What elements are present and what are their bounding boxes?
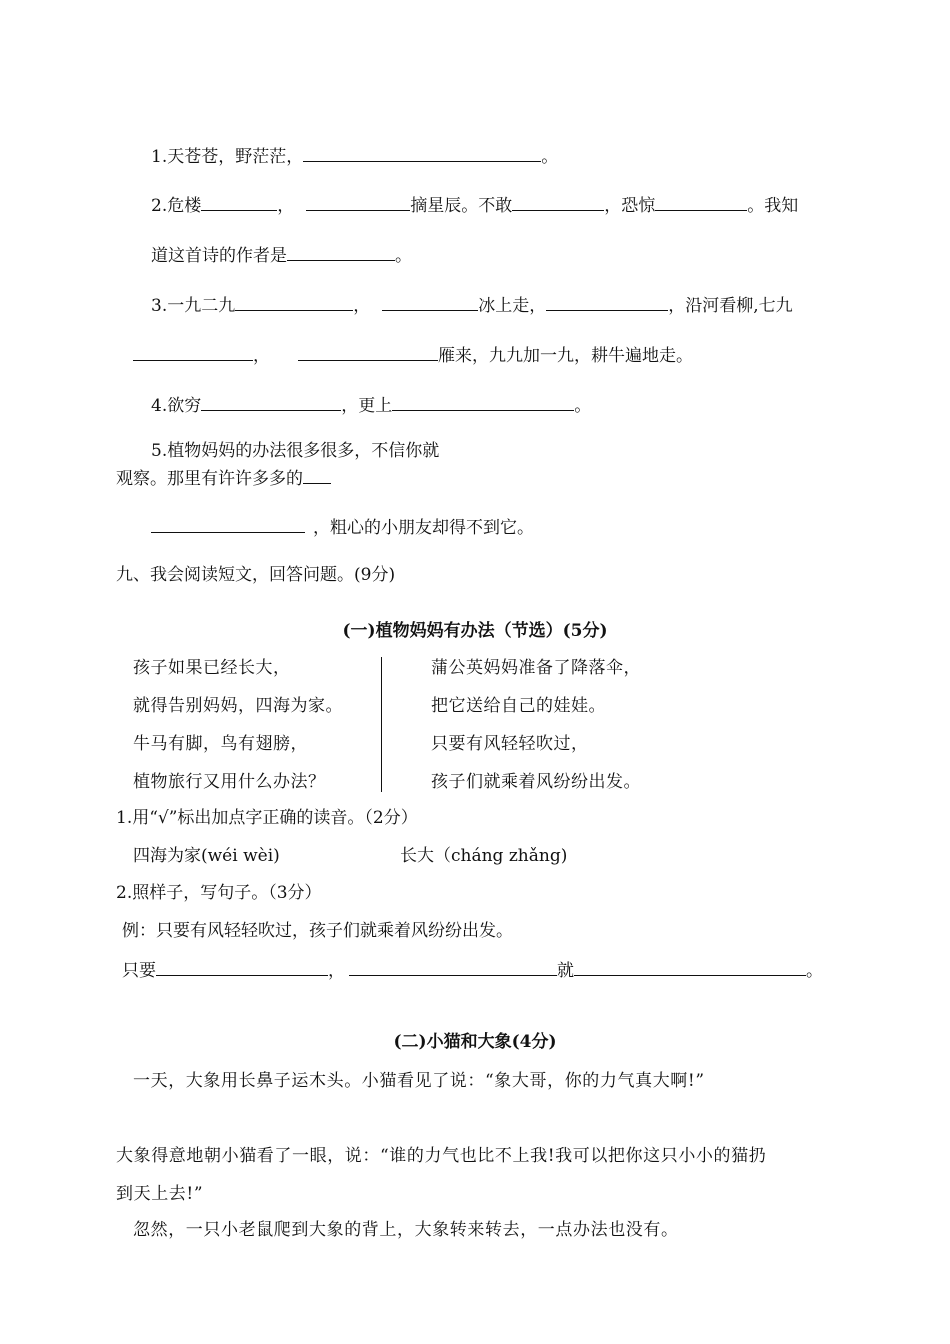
answer-blank[interactable] bbox=[512, 192, 604, 211]
answer-blank[interactable] bbox=[201, 192, 277, 211]
poem-line: 植物旅行又用什么办法？ bbox=[133, 772, 326, 792]
poem-line: 孩子们就乘着风纷纷出发。 bbox=[431, 772, 641, 792]
story-paragraph-2-cont: 到天上去!” bbox=[116, 1184, 204, 1204]
story-paragraph-1: 一天，大象用长鼻子运木头。小猫看见了说：“象大哥，你的力气真大啊!” bbox=[133, 1071, 705, 1091]
answer-blank[interactable] bbox=[574, 957, 806, 976]
poem-line: 只要有风轻轻吹过， bbox=[431, 734, 589, 754]
answer-blank[interactable] bbox=[298, 342, 438, 361]
answer-blank[interactable] bbox=[392, 392, 574, 411]
part1-question-2: 2.照样子，写句子。（3分） bbox=[116, 883, 322, 903]
story-paragraph-3: 忽然，一只小老鼠爬到大象的背上，大象转来转去，一点办法也没有。 bbox=[133, 1220, 679, 1240]
question-5: 5.植物妈妈的办法很多很多，不信你就 bbox=[151, 441, 440, 461]
pinyin-choice-2[interactable]: 长大（cháng zhǎng) bbox=[400, 846, 568, 866]
answer-blank[interactable] bbox=[133, 342, 253, 361]
poem-line: 蒲公英妈妈准备了降落伞， bbox=[431, 658, 641, 678]
question-3: 3.一九二九 ， 冰上走， ，沿河看柳,七九 bbox=[151, 292, 793, 317]
question-3-cont: ， 雁来，九九加一九，耕牛遍地走。 bbox=[133, 342, 693, 367]
answer-blank[interactable] bbox=[382, 292, 478, 311]
answer-blank[interactable] bbox=[655, 192, 747, 211]
answer-blank[interactable] bbox=[287, 242, 395, 261]
poem-line: 把它送给自己的娃娃。 bbox=[431, 696, 606, 716]
poem-line: 孩子如果已经长大， bbox=[133, 658, 291, 678]
answer-blank[interactable] bbox=[303, 465, 331, 484]
part1-question-1: 1.用“√”标出加点字正确的读音。（2分） bbox=[116, 808, 418, 828]
poem-left bbox=[133, 657, 343, 809]
example-sentence: 例：只要有风轻轻吹过，孩子们就乘着风纷纷出发。 bbox=[122, 921, 513, 941]
question-2: 2.危楼 ， 摘星辰。不敢 ，恐惊 。我知 bbox=[151, 192, 798, 217]
answer-blank[interactable] bbox=[303, 143, 541, 162]
question-2-cont: 道这首诗的作者是 。 bbox=[151, 242, 412, 267]
part2-title: (二)小猫和大象(4分) bbox=[393, 1032, 557, 1052]
poem-right bbox=[431, 657, 641, 809]
question-5-cont: 观察。那里有许许多多的 bbox=[116, 465, 331, 490]
section-heading: 九、我会阅读短文，回答问题。(9分) bbox=[116, 565, 396, 585]
sentence-pattern: 只要 ， 就 。 bbox=[122, 957, 823, 982]
poem-line: 牛马有脚，鸟有翅膀， bbox=[133, 734, 308, 754]
poem-divider bbox=[381, 657, 382, 792]
answer-blank[interactable] bbox=[546, 292, 668, 311]
question-1-text: 1.天苍苍，野茫茫， bbox=[151, 147, 304, 167]
story-paragraph-2: 大象得意地朝小猫看了一眼，说：“谁的力气也比不上我!我可以把你这只小小的猫扔 bbox=[116, 1146, 767, 1166]
question-1: 1.天苍苍，野茫茫， 。 bbox=[151, 143, 558, 168]
question-5-end: ，粗心的小朋友却得不到它。 bbox=[151, 514, 534, 539]
answer-blank[interactable] bbox=[235, 292, 353, 311]
pinyin-choice-1[interactable]: 四海为家(wéi wèi) bbox=[133, 846, 280, 866]
answer-blank[interactable] bbox=[156, 957, 328, 976]
poem-line: 就得告别妈妈，四海为家。 bbox=[133, 696, 343, 716]
answer-blank[interactable] bbox=[306, 192, 410, 211]
answer-blank[interactable] bbox=[349, 957, 557, 976]
answer-blank[interactable] bbox=[151, 514, 305, 533]
part1-title: (一)植物妈妈有办法（节选）(5分) bbox=[342, 621, 608, 641]
question-4: 4.欲穷 ，更上 。 bbox=[151, 392, 591, 417]
answer-blank[interactable] bbox=[201, 392, 341, 411]
